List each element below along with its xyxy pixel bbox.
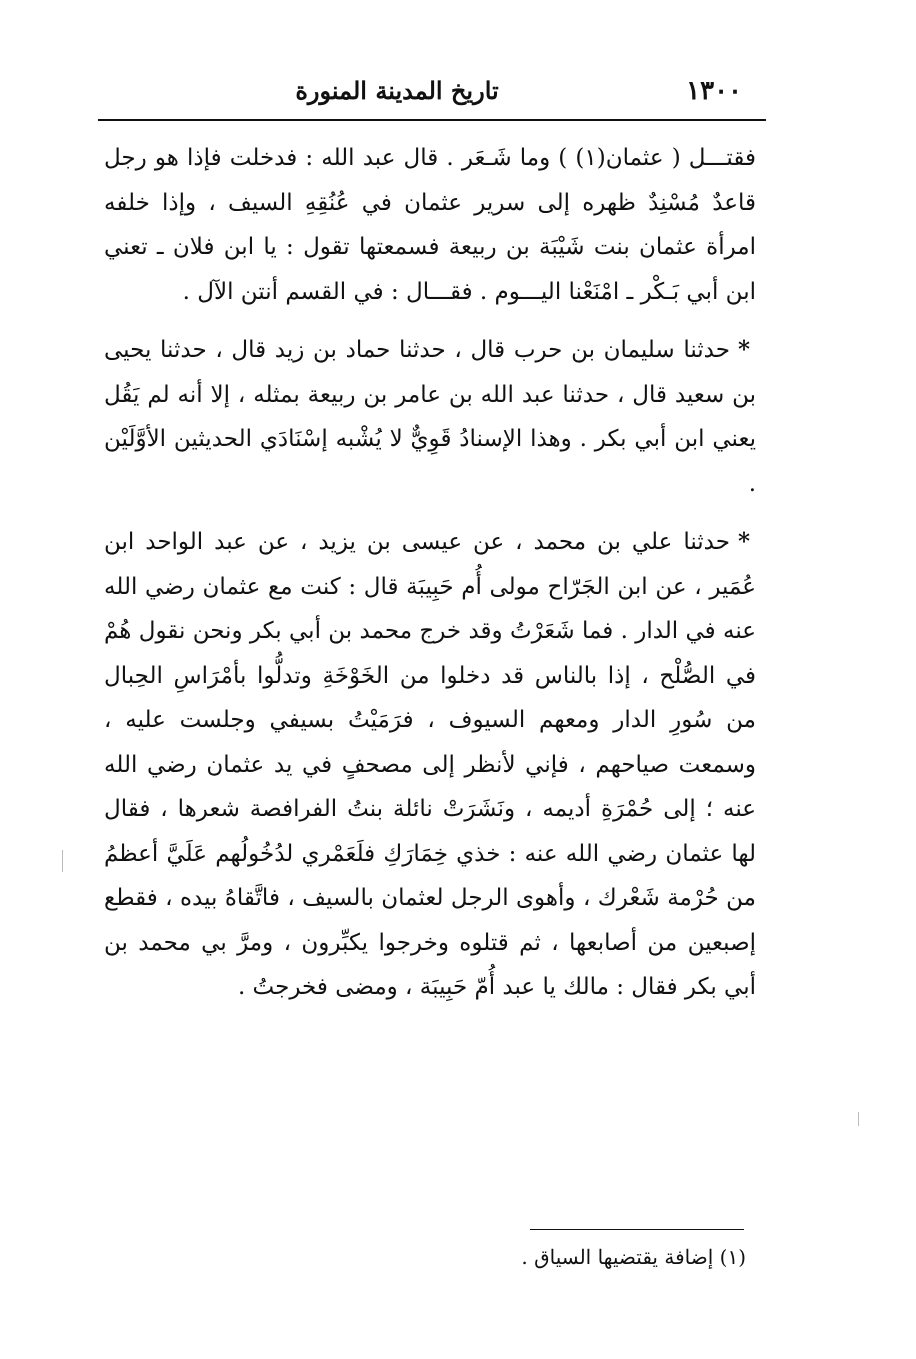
paragraph-star: * bbox=[737, 336, 750, 363]
footnote: (١) إضافة يقتضيها السياق . bbox=[521, 1245, 746, 1269]
paragraph-text: حدثنا سليمان بن حرب قال ، حدثنا حماد بن زيد قال ، حدثنا يحيى بن سعيد قال ، حدثنا عبد الله بن عامر بن ربيعة بمثله ، إلا أنه لم يَقُل يعني ابن أبي بكر . وهذا الإسنادُ قَوِيٌّ لا يُشْبه إسْنَادَي الحديثين الأوَّلَيْن . bbox=[104, 337, 756, 497]
paragraph bbox=[104, 520, 756, 1010]
paragraph-text: حدثنا علي بن محمد ، عن عيسى بن يزيد ، عن عبد الواحد ابن عُمَير ، عن ابن الجَرّاح مولى أُم حَبِيبَة قال : كنت مع عثمان رضي الله عنه في الدار . فما شَعَرْتُ وقد خرج محمد بن أبي بكر ونحن نقول هُمْ في الصُّلْح ، إذا بالناس قد دخلوا من الخَوْخَةِ وتدلُّوا بأمْرَاسِ الحِبال من سُورِ الدار ومعهم السيوف ، فرَمَيْتُ بسيفي وجلست عليه ، وسمعت صياحهم ، فإني لأنظر إلى مصحفٍ في يد عثمان رضي الله عنه ؛ إلى حُمْرَةِ أديمه ، ونَشَرَتْ نائلة بنتُ الفرافصة شعرها ، فقال لها عثمان رضي الله عنه : خذي خِمَارَكِ فلَعَمْري لدُخُولُهم عَلَيَّ أعظمُ من حُرْمة شَعْرك ، وأهوى الرجل لعثمان بالسيف ، فاتَّقاهُ بيده ، فقطع إصبعين من أصابعها ، ثم قتلوه وخرجوا يكبِّرون ، ومرَّ بي محمد بن أبي بكر فقال : مالك يا عبد أُمّ حَبِيبَة ، ومضى فخرجتُ . bbox=[104, 529, 756, 1000]
paragraph bbox=[104, 136, 756, 314]
footnote-rule bbox=[530, 1229, 744, 1230]
paragraph-star: * bbox=[737, 528, 750, 555]
scan-margin-mark bbox=[858, 1112, 859, 1126]
running-title: تاريخ المدينة المنورة bbox=[295, 76, 499, 105]
header-rule bbox=[98, 119, 766, 121]
scan-margin-mark bbox=[62, 850, 63, 872]
page-number: ١٣٠٠ bbox=[686, 76, 742, 106]
paragraph bbox=[104, 328, 756, 506]
body-text bbox=[104, 136, 756, 1010]
paragraph-text: فقتـــل ( عثمان(١) ) وما شَـعَر . قال عبد الله : فدخلت فإذا هو رجل قاعدٌ مُسْنِدٌ ظهره إلى سرير عثمان في عُنُقِهِ السيف ، وإذا خلفه امرأة عثمان بنت شَيْبَة بن ربيعة فسمعتها تقول : يا ابن فلان ـ تعني ابن أبي بَـكْر ـ امْنَعْنا اليـــوم . فقـــال : في القسم أنتن الآل . bbox=[104, 145, 756, 305]
page-header bbox=[100, 72, 764, 116]
